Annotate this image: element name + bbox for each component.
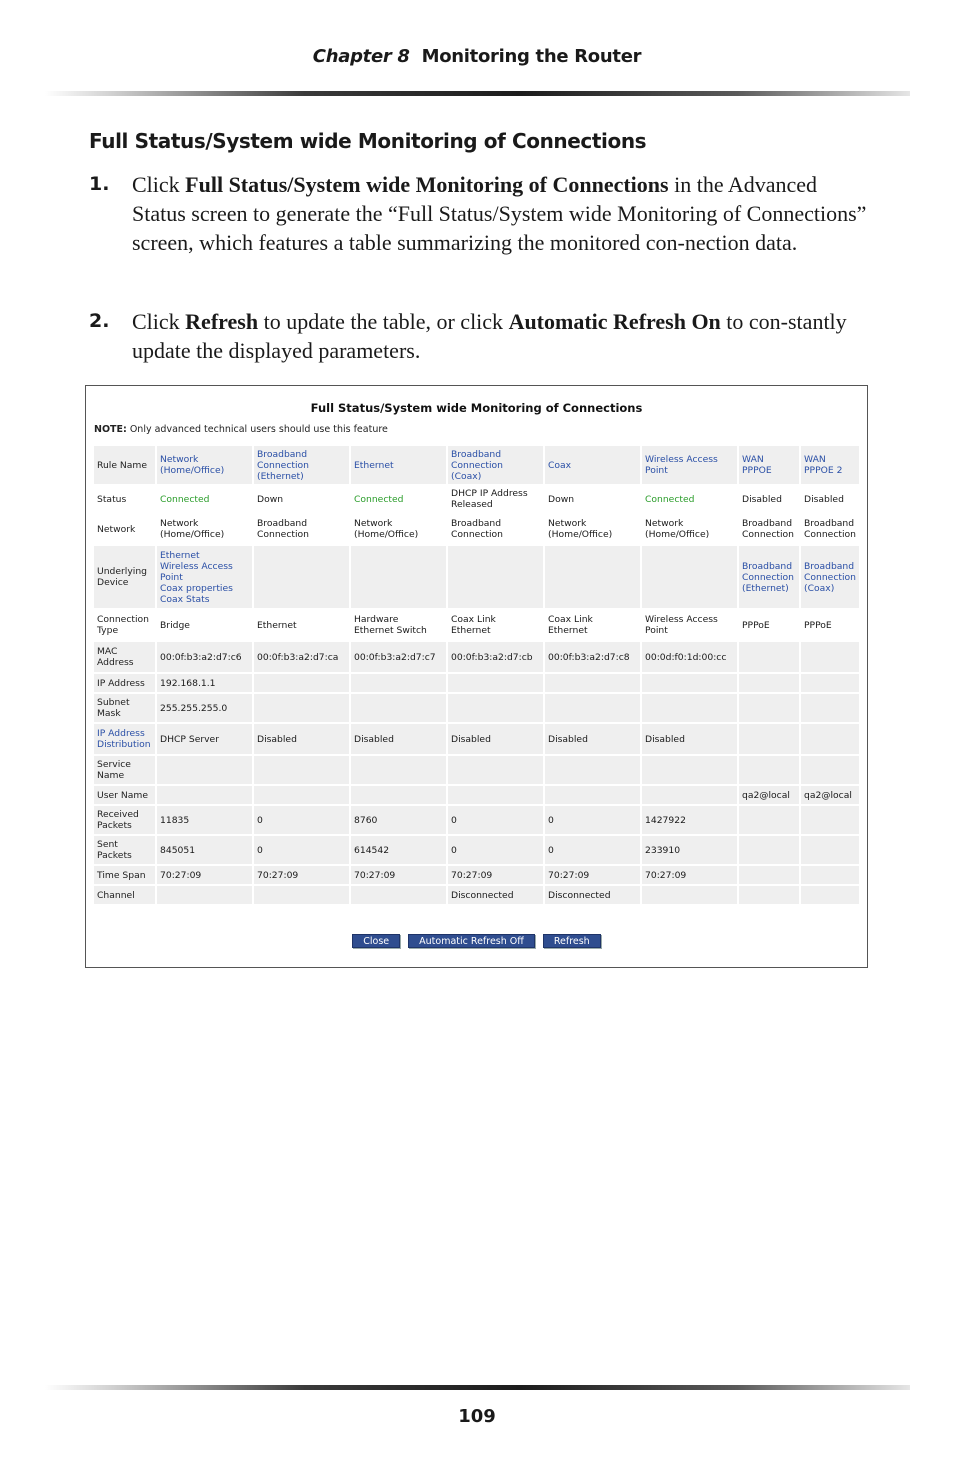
table-cell[interactable]: WAN PPPOE 2 bbox=[801, 446, 861, 484]
table-cell: DHCP IP Address Released bbox=[448, 486, 545, 512]
step-text-part: to update the table, or click bbox=[258, 309, 509, 334]
row-header: User Name bbox=[94, 786, 157, 804]
row-header[interactable]: IP Address Distribution bbox=[94, 724, 157, 754]
note bbox=[94, 424, 388, 435]
table-cell bbox=[801, 866, 861, 884]
table-cell bbox=[351, 694, 448, 722]
table-cell: Connected bbox=[351, 486, 448, 512]
table-cell bbox=[739, 694, 801, 722]
table-cell: 70:27:09 bbox=[157, 866, 254, 884]
table-cell: PPPoE bbox=[801, 610, 861, 640]
table-row bbox=[94, 724, 861, 754]
table-cell: Network (Home/Office) bbox=[351, 514, 448, 544]
row-header: Subnet Mask bbox=[94, 694, 157, 722]
table-cell: Disabled bbox=[801, 486, 861, 512]
table-cell bbox=[351, 786, 448, 804]
table-row bbox=[94, 546, 861, 608]
step-2 bbox=[89, 307, 869, 365]
status-screenshot bbox=[85, 385, 868, 968]
table-cell bbox=[739, 806, 801, 834]
table-cell: 1427922 bbox=[642, 806, 739, 834]
step-text-part: Click bbox=[132, 172, 186, 197]
table-cell bbox=[157, 886, 254, 904]
page-number: 109 bbox=[458, 1406, 496, 1427]
table-cell bbox=[642, 694, 739, 722]
table-row bbox=[94, 866, 861, 884]
table-cell: 70:27:09 bbox=[351, 866, 448, 884]
table-cell: 233910 bbox=[642, 836, 739, 864]
table-cell: Disabled bbox=[545, 724, 642, 754]
table-cell: Disabled bbox=[448, 724, 545, 754]
table-row bbox=[94, 674, 861, 692]
table-cell: Wireless Access Point bbox=[642, 610, 739, 640]
table-cell bbox=[448, 546, 545, 608]
refresh-button[interactable]: Refresh bbox=[543, 934, 601, 948]
table-cell: Coax Link Ethernet bbox=[448, 610, 545, 640]
row-header: IP Address bbox=[94, 674, 157, 692]
table-cell: Connected bbox=[642, 486, 739, 512]
table-cell: Network (Home/Office) bbox=[642, 514, 739, 544]
table-cell bbox=[254, 674, 351, 692]
row-header: Status bbox=[94, 486, 157, 512]
table-cell bbox=[739, 642, 801, 672]
table-cell bbox=[351, 756, 448, 784]
table-row bbox=[94, 486, 861, 512]
table-cell bbox=[801, 806, 861, 834]
table-cell[interactable]: Coax bbox=[545, 446, 642, 484]
row-header: Connection Type bbox=[94, 610, 157, 640]
table-cell bbox=[642, 886, 739, 904]
table-cell bbox=[351, 674, 448, 692]
table-cell: PPPoE bbox=[739, 610, 801, 640]
row-header: Received Packets bbox=[94, 806, 157, 834]
table-cell: 00:0f:b3:a2:d7:c7 bbox=[351, 642, 448, 672]
row-header: Rule Name bbox=[94, 446, 157, 484]
table-row bbox=[94, 786, 861, 804]
row-header: Time Span bbox=[94, 866, 157, 884]
step-bold-part: Refresh bbox=[185, 309, 259, 334]
table-cell: Disconnected bbox=[448, 886, 545, 904]
table-cell[interactable]: WAN PPPOE bbox=[739, 446, 801, 484]
table-cell bbox=[739, 886, 801, 904]
table-cell[interactable]: Ethernet Wireless Access Point Coax properties Coax Stats bbox=[157, 546, 254, 608]
table-row bbox=[94, 886, 861, 904]
table-cell: 70:27:09 bbox=[254, 866, 351, 884]
table-cell bbox=[642, 674, 739, 692]
table-cell bbox=[739, 724, 801, 754]
table-cell bbox=[642, 786, 739, 804]
table-cell[interactable]: Wireless Access Point bbox=[642, 446, 739, 484]
table-row bbox=[94, 514, 861, 544]
table-cell: Disabled bbox=[642, 724, 739, 754]
step-text-part: Click bbox=[132, 309, 186, 334]
table-row bbox=[94, 642, 861, 672]
table-cell bbox=[801, 724, 861, 754]
row-header: Service Name bbox=[94, 756, 157, 784]
step-text bbox=[132, 307, 869, 365]
table-cell: Bridge bbox=[157, 610, 254, 640]
table-cell: Network (Home/Office) bbox=[157, 514, 254, 544]
chapter-title: Monitoring the Router bbox=[421, 46, 642, 67]
table-cell bbox=[739, 756, 801, 784]
table-cell: qa2@local bbox=[739, 786, 801, 804]
table-row bbox=[94, 806, 861, 834]
step-text-part: in the Advanced Status screen to generate the “Full Status/System wide Monitoring of Connections” screen, which features a table summarizing the monitored con-nection data. bbox=[132, 172, 867, 255]
table-cell: Down bbox=[254, 486, 351, 512]
table-cell: qa2@local bbox=[801, 786, 861, 804]
table-row bbox=[94, 694, 861, 722]
table-cell: 70:27:09 bbox=[642, 866, 739, 884]
table-row bbox=[94, 610, 861, 640]
table-cell: Broadband Connection bbox=[448, 514, 545, 544]
table-cell bbox=[545, 546, 642, 608]
table-cell: 70:27:09 bbox=[448, 866, 545, 884]
table-cell bbox=[801, 836, 861, 864]
table-cell: Broadband Connection bbox=[801, 514, 861, 544]
table-cell: 614542 bbox=[351, 836, 448, 864]
table-row bbox=[94, 756, 861, 784]
table-cell: 8760 bbox=[351, 806, 448, 834]
table-cell: Network (Home/Office) bbox=[545, 514, 642, 544]
table-cell bbox=[254, 546, 351, 608]
table-cell: Disconnected bbox=[545, 886, 642, 904]
screenshot-title: Full Status/System wide Monitoring of Connections bbox=[310, 401, 643, 415]
table-cell: DHCP Server bbox=[157, 724, 254, 754]
table-cell: 00:0f:b3:a2:d7:c8 bbox=[545, 642, 642, 672]
automatic-refresh-button[interactable]: Automatic Refresh Off bbox=[408, 934, 535, 948]
table-cell: 192.168.1.1 bbox=[157, 674, 254, 692]
chapter-label: Chapter 8 bbox=[312, 46, 410, 67]
note-label: NOTE: bbox=[94, 424, 127, 435]
table-cell bbox=[254, 756, 351, 784]
table-cell: 00:0f:b3:a2:d7:cb bbox=[448, 642, 545, 672]
table-cell: 0 bbox=[545, 806, 642, 834]
table-cell: Broadband Connection bbox=[254, 514, 351, 544]
table-cell: 00:0d:f0:1d:00:cc bbox=[642, 642, 739, 672]
step-number: 1. bbox=[89, 173, 110, 195]
table-cell bbox=[642, 546, 739, 608]
table-cell bbox=[254, 786, 351, 804]
step-text-part: to con-stantly update the displayed parameters. bbox=[132, 309, 847, 363]
table-cell: Broadband Connection bbox=[739, 514, 801, 544]
table-cell: 0 bbox=[448, 806, 545, 834]
table-cell bbox=[157, 786, 254, 804]
table-cell: 255.255.255.0 bbox=[157, 694, 254, 722]
table-cell: 70:27:09 bbox=[545, 866, 642, 884]
row-header: Underlying Device bbox=[94, 546, 157, 608]
header-rule bbox=[45, 91, 910, 96]
table-cell[interactable]: Broadband Connection (Coax) bbox=[801, 546, 861, 608]
table-cell: Connected bbox=[157, 486, 254, 512]
table-cell: 11835 bbox=[157, 806, 254, 834]
status-table bbox=[94, 444, 861, 906]
table-cell[interactable]: Broadband Connection (Coax) bbox=[448, 446, 545, 484]
table-cell bbox=[545, 694, 642, 722]
table-cell: Disabled bbox=[254, 724, 351, 754]
table-cell: 0 bbox=[254, 806, 351, 834]
table-cell bbox=[801, 642, 861, 672]
table-cell bbox=[739, 866, 801, 884]
table-cell bbox=[801, 674, 861, 692]
table-cell: Disabled bbox=[351, 724, 448, 754]
table-cell: Down bbox=[545, 486, 642, 512]
table-cell: Ethernet bbox=[254, 610, 351, 640]
note-text: Only advanced technical users should use this feature bbox=[126, 424, 388, 435]
table-cell[interactable]: Broadband Connection (Ethernet) bbox=[254, 446, 351, 484]
step-bold-part: Full Status/System wide Monitoring of Connections bbox=[185, 172, 669, 197]
table-cell bbox=[254, 694, 351, 722]
table-cell bbox=[801, 756, 861, 784]
section-title: Full Status/System wide Monitoring of Connections bbox=[89, 129, 647, 153]
row-header: Network bbox=[94, 514, 157, 544]
table-cell[interactable]: Broadband Connection (Ethernet) bbox=[739, 546, 801, 608]
table-cell bbox=[351, 546, 448, 608]
footer-rule bbox=[45, 1385, 910, 1390]
table-cell bbox=[545, 674, 642, 692]
row-header: Sent Packets bbox=[94, 836, 157, 864]
table-cell bbox=[448, 694, 545, 722]
row-header: Channel bbox=[94, 886, 157, 904]
table-cell bbox=[545, 786, 642, 804]
table-cell: Disabled bbox=[739, 486, 801, 512]
step-1 bbox=[89, 170, 869, 257]
table-cell bbox=[801, 886, 861, 904]
table-cell: 00:0f:b3:a2:d7:c6 bbox=[157, 642, 254, 672]
row-header: MAC Address bbox=[94, 642, 157, 672]
table-cell[interactable]: Network (Home/Office) bbox=[157, 446, 254, 484]
table-cell: 0 bbox=[545, 836, 642, 864]
table-cell: 0 bbox=[448, 836, 545, 864]
table-cell bbox=[801, 694, 861, 722]
close-button[interactable]: Close bbox=[352, 934, 400, 948]
table-cell bbox=[739, 674, 801, 692]
table-cell: Hardware Ethernet Switch bbox=[351, 610, 448, 640]
table-cell bbox=[157, 756, 254, 784]
step-bold-part: Automatic Refresh On bbox=[508, 309, 721, 334]
table-cell bbox=[448, 756, 545, 784]
table-cell bbox=[642, 756, 739, 784]
step-text bbox=[132, 170, 869, 257]
button-bar bbox=[86, 934, 867, 948]
table-cell bbox=[545, 756, 642, 784]
table-cell[interactable]: Ethernet bbox=[351, 446, 448, 484]
table-cell bbox=[448, 786, 545, 804]
table-row bbox=[94, 836, 861, 864]
table-cell bbox=[739, 836, 801, 864]
table-cell: 0 bbox=[254, 836, 351, 864]
running-head bbox=[0, 46, 954, 67]
table-cell: 00:0f:b3:a2:d7:ca bbox=[254, 642, 351, 672]
step-number: 2. bbox=[89, 310, 110, 332]
table-cell bbox=[448, 674, 545, 692]
table-row bbox=[94, 446, 861, 484]
table-cell: 845051 bbox=[157, 836, 254, 864]
table-cell bbox=[254, 886, 351, 904]
table-cell: Coax Link Ethernet bbox=[545, 610, 642, 640]
table-cell bbox=[351, 886, 448, 904]
